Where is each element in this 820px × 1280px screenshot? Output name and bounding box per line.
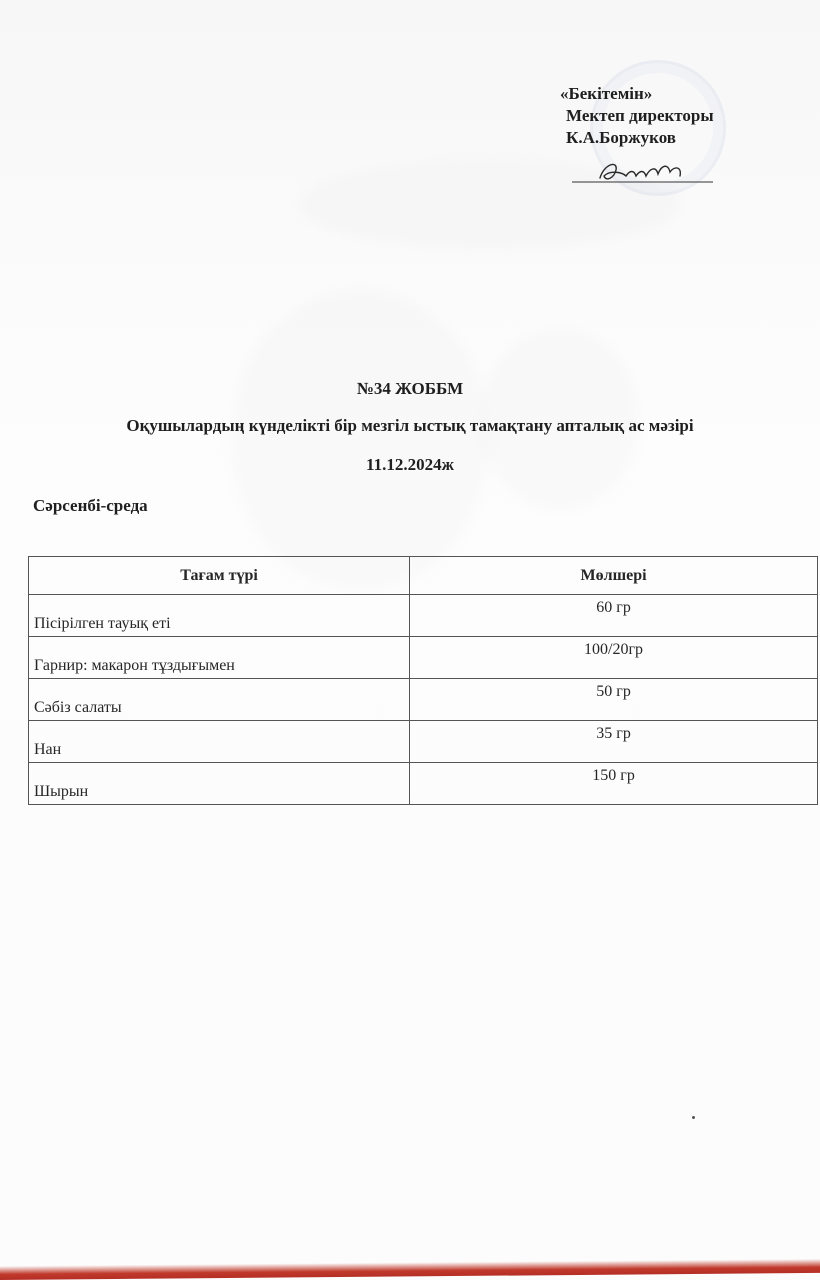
school-name: №34 ЖОББМ xyxy=(356,379,464,398)
red-background-edge xyxy=(0,1259,820,1280)
dish-amount: 60 гр xyxy=(410,595,818,637)
approval-name: К.А.Боржуков xyxy=(566,128,676,147)
dish-amount: 100/20гр xyxy=(410,637,818,679)
menu-table xyxy=(28,556,818,805)
table-row xyxy=(29,637,818,679)
approval-position: Мектеп директоры xyxy=(566,106,714,125)
speck xyxy=(692,1116,695,1119)
dish-name: Сәбіз салаты xyxy=(29,679,410,721)
table-header-row xyxy=(29,557,818,595)
dish-name: Гарнир: макарон тұздығымен xyxy=(29,637,410,679)
table-row xyxy=(29,679,818,721)
dish-amount: 150 гр xyxy=(410,763,818,805)
column-header-amount: Мөлшері xyxy=(410,557,818,595)
approval-block xyxy=(556,83,776,149)
table-row xyxy=(29,763,818,805)
approval-approved: «Бекітемін» xyxy=(560,84,653,103)
column-header-dish: Тағам түрі xyxy=(29,557,410,595)
menu-date: 11.12.2024ж xyxy=(366,455,454,474)
dish-amount: 50 гр xyxy=(410,679,818,721)
dish-name: Пісірілген тауық еті xyxy=(29,595,410,637)
menu-title: Оқушылардың күнделікті бір мезгіл ыстық тамақтану апталық ас мәзірі xyxy=(126,416,694,435)
table-row xyxy=(29,595,818,637)
day-label: Сәрсенбі-среда xyxy=(33,496,148,515)
dish-name: Шырын xyxy=(29,763,410,805)
signature-icon xyxy=(570,156,715,188)
table-row xyxy=(29,721,818,763)
dish-name: Нан xyxy=(29,721,410,763)
dish-amount: 35 гр xyxy=(410,721,818,763)
